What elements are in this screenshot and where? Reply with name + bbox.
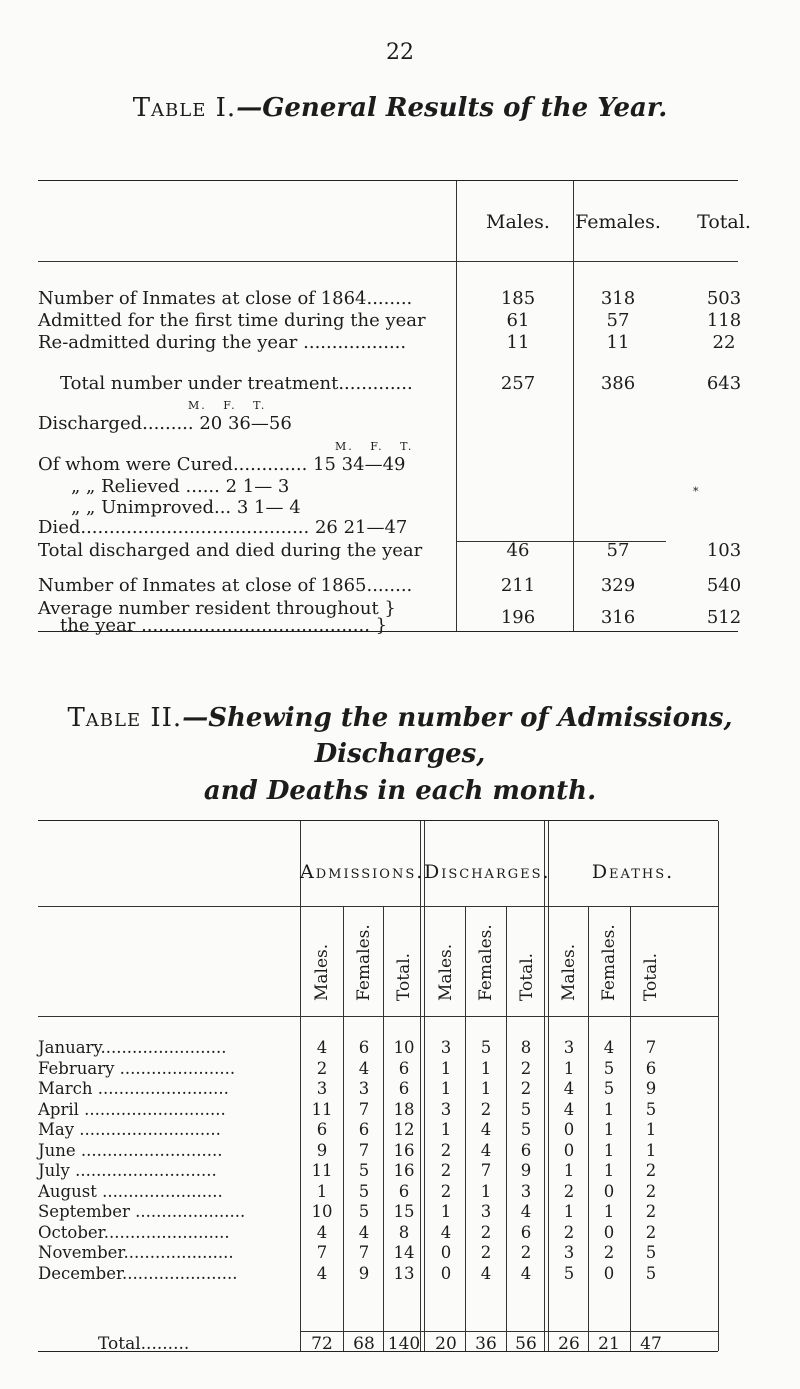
cell: 4	[480, 1120, 492, 1139]
month-label: January........................	[38, 1038, 227, 1057]
cell: 3	[480, 1202, 492, 1221]
cell: 4	[480, 1263, 492, 1283]
cell: 5	[645, 1243, 657, 1262]
cell: 7	[316, 1243, 328, 1262]
row-admitted-first	[38, 310, 742, 332]
cell: 6	[358, 1120, 370, 1139]
cell: 2	[480, 1222, 492, 1242]
row-unimproved	[38, 497, 738, 519]
cell: 6	[520, 1140, 532, 1160]
month-label: September .....................	[38, 1202, 246, 1221]
table1-title-rest: —General Results of the Year.	[236, 93, 668, 123]
cell: 1	[563, 1202, 575, 1221]
row-readmitted	[38, 332, 738, 354]
cell: 4	[520, 1263, 532, 1283]
month-label: October........................	[38, 1222, 230, 1242]
cell-males: 61	[506, 310, 530, 331]
cell: 4	[440, 1222, 452, 1242]
adm-total-head: Total.	[394, 952, 414, 1001]
cell: 0	[563, 1120, 575, 1139]
cell: 72	[311, 1334, 333, 1354]
row-total-treatment	[38, 373, 742, 395]
cell: 2	[645, 1202, 657, 1221]
month-row	[38, 1182, 718, 1202]
table1	[38, 180, 751, 636]
row-relieved	[38, 476, 738, 498]
month-row	[38, 1141, 718, 1161]
cell-total: 643	[706, 373, 742, 394]
row-died	[38, 517, 738, 539]
cell-females: 316	[600, 607, 636, 628]
printer-mark: *	[693, 485, 699, 498]
cell: 16	[393, 1140, 415, 1160]
cell-total: 118	[706, 310, 742, 331]
cell: 3	[563, 1243, 575, 1262]
month-row	[38, 1243, 718, 1263]
row-discharged	[38, 413, 738, 435]
cell: 2	[440, 1140, 452, 1160]
cell: 1	[480, 1079, 492, 1098]
cell: 1	[563, 1161, 575, 1180]
month-row	[38, 1120, 718, 1140]
cell: 5	[358, 1202, 370, 1221]
row-label: Number of Inmates at close of 1864........	[38, 288, 413, 309]
table2-title-lead: Table II.	[67, 703, 183, 733]
cell: 15	[393, 1202, 415, 1221]
cell: 11	[311, 1099, 333, 1119]
dis-females-head: Females.	[476, 924, 496, 1001]
cell: 0	[440, 1263, 452, 1283]
cell: 1	[480, 1181, 492, 1201]
cell-males: 46	[506, 540, 530, 561]
cell: 4	[316, 1263, 328, 1283]
cell: 2	[563, 1181, 575, 1201]
cell: 0	[603, 1263, 615, 1283]
cell-males: 185	[500, 288, 536, 309]
cell: 2	[645, 1161, 657, 1180]
cell: 5	[520, 1099, 532, 1119]
cell: 6	[520, 1222, 532, 1242]
cell: 9	[645, 1079, 657, 1098]
cell-males: 211	[500, 575, 536, 596]
row-label: „ „ Relieved ...... 2 1— 3	[71, 476, 290, 497]
cell: 1	[603, 1140, 615, 1160]
cell: 5	[645, 1099, 657, 1119]
cell: 4	[520, 1202, 532, 1221]
month-row	[38, 1079, 718, 1099]
table2-title	[0, 700, 800, 809]
row-label: Re-admitted during the year ..................	[38, 332, 407, 353]
group-discharges: Discharges.	[424, 861, 551, 883]
cell: 4	[603, 1038, 615, 1057]
cell-males: 11	[506, 332, 530, 353]
cell: 1	[440, 1202, 452, 1221]
cell: 1	[563, 1058, 575, 1078]
month-row	[38, 1161, 718, 1181]
cell: 11	[311, 1161, 333, 1180]
cell: 56	[515, 1334, 537, 1354]
cell: 1	[480, 1058, 492, 1078]
cell: 20	[435, 1334, 457, 1354]
adm-females-head: Females.	[354, 924, 374, 1001]
month-label: June ...........................	[38, 1140, 223, 1160]
cell: 8	[520, 1038, 532, 1057]
cell: 2	[480, 1099, 492, 1119]
cell-total: 503	[706, 288, 742, 309]
cell: 2	[645, 1181, 657, 1201]
total-label: Total.........	[98, 1334, 190, 1354]
cell: 3	[316, 1079, 328, 1098]
cell-females: 318	[600, 288, 636, 309]
cell-males: 257	[500, 373, 536, 394]
cell-females: 386	[600, 373, 636, 394]
month-label: March .........................	[38, 1079, 229, 1098]
cell: 7	[358, 1243, 370, 1262]
cell-total: 22	[712, 332, 736, 353]
row-label-line2: the year ........................................ }	[60, 615, 388, 636]
cell: 5	[358, 1181, 370, 1201]
row-close-1865	[38, 575, 742, 597]
cell: 2	[440, 1181, 452, 1201]
table2-title-line1: —Shewing the number of Admissions, Discharges,	[182, 703, 733, 770]
month-label: July ...........................	[38, 1161, 217, 1180]
month-label: December......................	[38, 1263, 238, 1283]
cell: 4	[358, 1222, 370, 1242]
cell: 5	[603, 1058, 615, 1078]
dis-total-head: Total.	[517, 952, 537, 1001]
adm-males-head: Males.	[312, 943, 332, 1001]
month-row	[38, 1100, 718, 1120]
cell: 1	[440, 1058, 452, 1078]
month-row	[38, 1223, 718, 1243]
table2-title-line2: and Deaths in each month.	[203, 775, 597, 806]
cell-females: 57	[606, 310, 630, 331]
cell: 140	[387, 1334, 421, 1354]
cell: 2	[603, 1243, 615, 1262]
cell: 2	[520, 1243, 532, 1262]
cell: 4	[316, 1038, 328, 1057]
dea-total-head: Total.	[641, 952, 661, 1001]
cell: 5	[603, 1079, 615, 1098]
cell: 2	[645, 1222, 657, 1242]
cell: 4	[563, 1079, 575, 1098]
cell: 6	[645, 1058, 657, 1078]
cell: 9	[358, 1263, 370, 1283]
cell: 36	[475, 1334, 497, 1354]
cell: 2	[520, 1079, 532, 1098]
cell-total: 512	[706, 607, 742, 628]
row-label: Total number under treatment.............	[60, 373, 413, 394]
cell: 7	[358, 1099, 370, 1119]
cell: 3	[563, 1038, 575, 1057]
cell: 4	[480, 1140, 492, 1160]
cell: 1	[645, 1120, 657, 1139]
cell: 68	[353, 1334, 375, 1354]
month-label: February ......................	[38, 1058, 236, 1078]
page-number: 22	[386, 40, 414, 65]
cell: 12	[393, 1120, 415, 1139]
cell: 3	[520, 1181, 532, 1201]
month-label: April ...........................	[38, 1099, 226, 1119]
cell: 7	[358, 1140, 370, 1160]
row-close-1864	[38, 288, 742, 310]
month-row	[38, 1202, 718, 1222]
table1-title	[0, 90, 800, 126]
cell: 2	[520, 1058, 532, 1078]
col-total: Total.	[697, 211, 751, 233]
cell: 7	[480, 1161, 492, 1180]
cell: 4	[316, 1222, 328, 1242]
mft-heading: M. F. T.	[188, 399, 267, 412]
month-row	[38, 1059, 718, 1079]
cell: 3	[358, 1079, 370, 1098]
row-label: Died........................................ 26 21—47	[38, 517, 408, 538]
cell-females: 11	[606, 332, 630, 353]
cell: 4	[563, 1099, 575, 1119]
cell: 14	[393, 1243, 415, 1262]
cell: 6	[316, 1120, 328, 1139]
total-row	[38, 1334, 718, 1354]
cell: 1	[603, 1202, 615, 1221]
cell: 2	[316, 1058, 328, 1078]
month-row	[38, 1038, 718, 1058]
row-total-discharged-died	[38, 540, 742, 562]
cell: 10	[393, 1038, 415, 1057]
cell-males: 196	[500, 607, 536, 628]
cell-total: 103	[706, 540, 742, 561]
cell: 18	[393, 1099, 415, 1119]
row-label: „ „ Unimproved... 3 1— 4	[71, 497, 301, 518]
cell: 5	[480, 1038, 492, 1057]
cell: 0	[563, 1140, 575, 1160]
cell: 1	[316, 1181, 328, 1201]
cell: 1	[603, 1120, 615, 1139]
cell: 0	[603, 1181, 615, 1201]
cell: 1	[440, 1120, 452, 1139]
cell: 3	[440, 1099, 452, 1119]
cell: 9	[520, 1161, 532, 1180]
row-label: Number of Inmates at close of 1865........	[38, 575, 413, 596]
month-label: November.....................	[38, 1243, 234, 1262]
cell: 1	[603, 1161, 615, 1180]
row-label: Total discharged and died during the year	[38, 540, 423, 561]
mft-heading-2: M. F. T.	[335, 440, 414, 453]
row-label: Of whom were Cured............. 15 34—49	[38, 454, 406, 475]
group-deaths: Deaths.	[591, 861, 675, 883]
col-females: Females.	[575, 211, 661, 233]
cell: 6	[398, 1058, 410, 1078]
dea-females-head: Females.	[599, 924, 619, 1001]
cell: 3	[440, 1038, 452, 1057]
cell: 4	[358, 1058, 370, 1078]
cell-females: 329	[600, 575, 636, 596]
table1-title-lead: Table I.	[132, 93, 237, 123]
cell: 6	[398, 1079, 410, 1098]
cell: 2	[480, 1243, 492, 1262]
table2	[38, 820, 718, 1352]
cell: 5	[645, 1263, 657, 1283]
month-label: August .......................	[38, 1181, 223, 1201]
cell: 13	[393, 1263, 415, 1283]
row-label-line1: Average number resident throughout }	[38, 598, 396, 619]
cell: 21	[598, 1334, 620, 1354]
month-label: May ...........................	[38, 1120, 221, 1139]
cell-total: 540	[706, 575, 742, 596]
cell: 26	[558, 1334, 580, 1354]
dea-males-head: Males.	[559, 943, 579, 1001]
cell: 10	[311, 1202, 333, 1221]
cell: 6	[358, 1038, 370, 1057]
row-cured	[38, 454, 738, 476]
cell: 5	[563, 1263, 575, 1283]
row-average-resident	[38, 598, 742, 636]
row-label: Discharged......... 20 36—56	[38, 413, 292, 434]
cell: 7	[645, 1038, 657, 1057]
cell-females: 57	[606, 540, 630, 561]
cell: 5	[520, 1120, 532, 1139]
cell: 1	[440, 1079, 452, 1098]
cell: 0	[440, 1243, 452, 1262]
cell: 8	[398, 1222, 410, 1242]
cell: 9	[316, 1140, 328, 1160]
cell: 16	[393, 1161, 415, 1180]
cell: 47	[640, 1334, 662, 1354]
dis-males-head: Males.	[436, 943, 456, 1001]
cell: 0	[603, 1222, 615, 1242]
group-admissions: Admissions.	[300, 861, 425, 883]
cell: 1	[645, 1140, 657, 1160]
cell: 2	[440, 1161, 452, 1180]
cell: 5	[358, 1161, 370, 1180]
cell: 1	[603, 1099, 615, 1119]
month-row	[38, 1264, 718, 1284]
cell: 2	[563, 1222, 575, 1242]
cell: 6	[398, 1181, 410, 1201]
row-label: Admitted for the first time during the year	[38, 310, 426, 331]
col-males: Males.	[486, 211, 550, 233]
